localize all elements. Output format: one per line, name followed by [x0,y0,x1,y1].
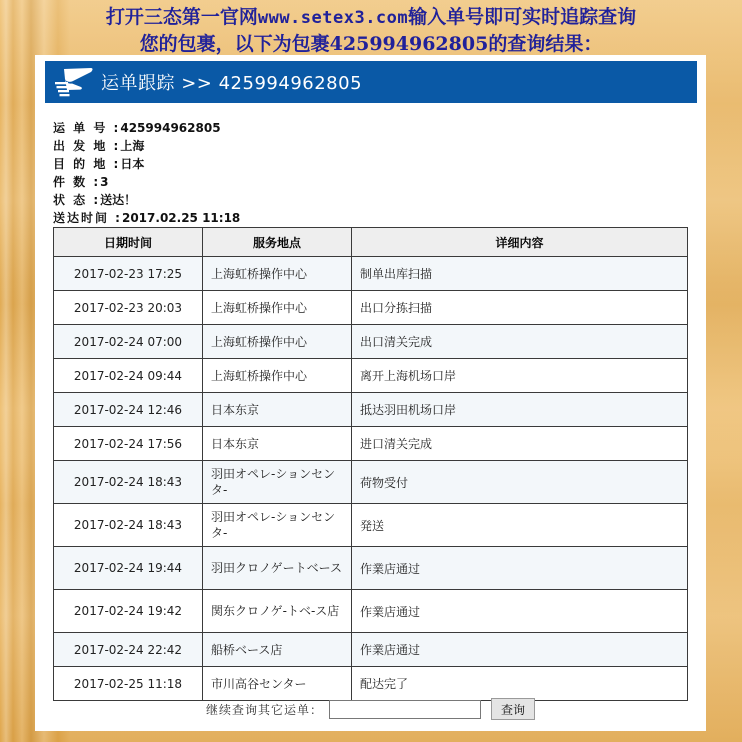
summary-label-origin: 出 发 地 : [53,139,121,153]
table-row [54,590,688,633]
cell-location: 上海虹桥操作中心 [203,291,352,325]
banner-line-2 [0,31,742,57]
cell-datetime: 2017-02-24 18:43 [54,504,203,547]
continue-query-form [53,698,688,720]
banner-website-url: www.setex3.com [257,8,409,28]
table-row [54,427,688,461]
table-row [54,547,688,590]
table-row [54,257,688,291]
summary-row-status [53,191,240,209]
cell-datetime: 2017-02-24 18:43 [54,461,203,504]
table-row [54,291,688,325]
tracking-table [53,227,688,701]
summary-row-destination [53,155,240,173]
tracking-table-wrapper [53,227,688,701]
cell-detail: 制单出库扫描 [352,257,688,291]
cell-datetime: 2017-02-23 20:03 [54,291,203,325]
summary-value-destination: 日本 [120,157,145,171]
cell-datetime: 2017-02-24 12:46 [54,393,203,427]
summary-label-destination: 目 的 地 : [53,157,121,171]
cell-detail: 抵达羽田机场口岸 [352,393,688,427]
cell-location: 上海虹桥操作中心 [203,325,352,359]
summary-row-waybill [53,119,240,137]
banner-line2-post: 的查询结果： [488,33,603,55]
cell-datetime: 2017-02-24 19:44 [54,547,203,590]
cell-datetime: 2017-02-24 09:44 [54,359,203,393]
summary-value-delivery-time: 2017.02.25 11:18 [121,211,241,225]
shipment-summary [53,119,240,227]
cell-datetime: 2017-02-24 17:56 [54,427,203,461]
summary-label-piececount: 件 数 : [53,175,101,189]
cell-detail: 进口清关完成 [352,427,688,461]
cell-datetime: 2017-02-24 22:42 [54,633,203,667]
cell-location: 日本东京 [203,427,352,461]
cell-detail: 作業店通过 [352,547,688,590]
summary-value-status: 送达！ [100,193,137,207]
summary-label-delivery-time: 送达时间 : [53,211,122,225]
cell-detail: 出口分拣扫描 [352,291,688,325]
cell-datetime: 2017-02-24 19:42 [54,590,203,633]
summary-row-piececount [53,173,240,191]
tracking-table-body [54,257,688,701]
banner-line2-pre: 您的包裹，以下为包裹 [139,33,330,55]
cell-datetime: 2017-02-25 11:18 [54,667,203,701]
search-button[interactable]: 查询 [491,698,535,720]
cell-location: 羽田クロノゲートベース [203,547,352,590]
tracking-header-bar [45,61,697,103]
banner-line1-post: 输入单号即可实时追踪查询 [408,6,637,28]
cell-detail: 离开上海机场口岸 [352,359,688,393]
cell-location: 上海虹桥操作中心 [203,359,352,393]
table-row [54,393,688,427]
waybill-search-input[interactable] [329,700,481,719]
summary-row-delivery-time [53,209,240,227]
table-row [54,359,688,393]
cell-location: 市川高谷センター [203,667,352,701]
cell-detail: 発送 [352,504,688,547]
summary-value-origin: 上海 [120,139,145,153]
cell-location: 羽田オペレ‐ションセンタ‐ [203,504,352,547]
cell-location: 関东クロノゲ‐トベ‐ス店 [203,590,352,633]
cell-detail: 出口清关完成 [352,325,688,359]
table-row [54,325,688,359]
cell-location: 船桥ベース店 [203,633,352,667]
table-header-row [54,228,688,257]
column-header-location: 服务地点 [203,228,352,257]
summary-label-status: 状 态 : [53,193,101,207]
table-row [54,504,688,547]
cell-detail: 作業店通过 [352,633,688,667]
page-banner [0,4,742,57]
banner-line1-pre: 打开三态第一官网 [105,6,258,28]
tracking-header-title: 运单跟踪 >> 425994962805 [101,73,363,94]
summary-value-waybill: 425994962805 [120,121,221,135]
cell-detail: 配达完了 [352,667,688,701]
table-row [54,461,688,504]
cell-location: 羽田オペレ‐ションセンタ‐ [203,461,352,504]
cell-datetime: 2017-02-24 07:00 [54,325,203,359]
cell-location: 日本东京 [203,393,352,427]
summary-label-waybill: 运 单 号 : [53,121,121,135]
cell-location: 上海虹桥操作中心 [203,257,352,291]
banner-tracking-number: 425994962805 [329,33,489,55]
summary-row-origin [53,137,240,155]
summary-value-piececount: 3 [100,175,109,189]
cell-detail: 作業店通过 [352,590,688,633]
column-header-detail: 详细内容 [352,228,688,257]
table-row [54,633,688,667]
column-header-datetime: 日期时间 [54,228,203,257]
continue-query-label: 继续查询其它运单： [205,702,323,717]
banner-line-1 [0,4,742,31]
table-row [54,667,688,701]
express-delivery-logo-icon [51,65,97,99]
cell-detail: 荷物受付 [352,461,688,504]
content-panel [35,55,706,731]
cell-datetime: 2017-02-23 17:25 [54,257,203,291]
